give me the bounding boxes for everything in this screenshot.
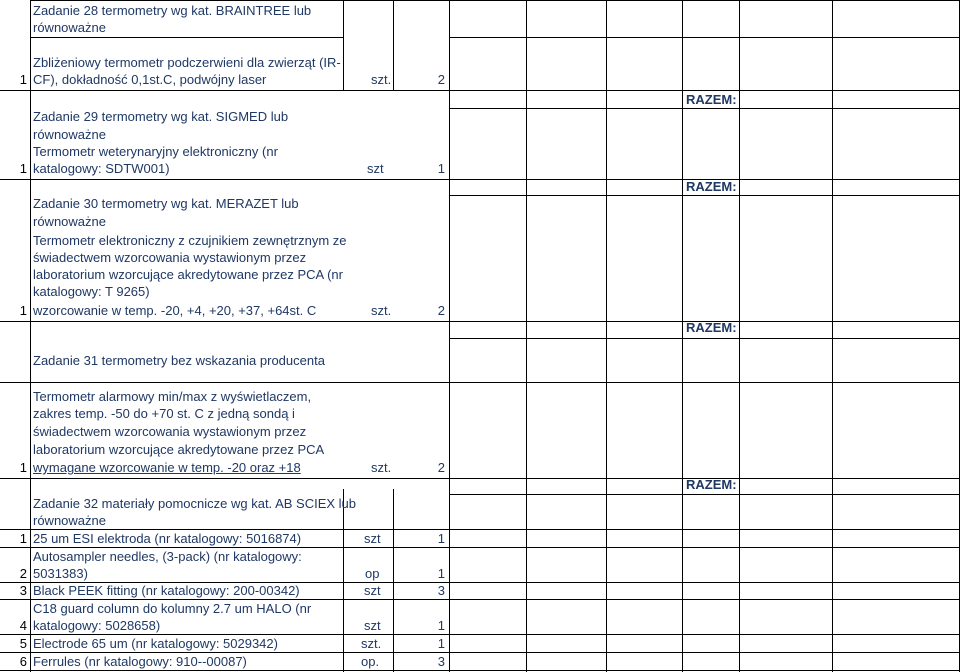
section-header: Zadanie 28 termometry wg kat. BRAINTREE lub [33,3,312,18]
grid-line [343,0,344,90]
item-description: 25 um ESI elektroda (nr katalogowy: 5016874) [33,531,302,546]
item-description: katalogowy: T 9265) [33,284,150,299]
item-description: wzorcowanie w temp. -20, +4, +20, +37, +64st. C [33,303,317,318]
section-header: Zadanie 32 materiały pomocnicze wg kat. AB SCIEX lub [33,496,356,511]
item-description: Ferrules (nr katalogowy: 910--00087) [33,654,247,669]
item-description: katalogowy: 5028658) [33,618,161,633]
item-quantity: 1 [437,161,445,176]
item-description: wymagane wzorcowanie w temp. -20 oraz +18 [33,460,301,475]
item-unit: szt [367,161,384,176]
item-quantity: 3 [437,654,445,669]
item-description: Termometr alarmowy min/max z wyświetlaczem, [33,389,312,404]
total-label: RAZEM: [686,179,737,194]
grid-line [0,90,959,91]
grid-line [30,0,31,672]
item-description: Termometr weterynaryjny elektroniczny (nr [33,144,278,159]
item-quantity: 2 [437,72,445,87]
section-header: równoważne [33,20,106,35]
grid-line [606,0,607,672]
grid-line [449,0,450,672]
item-description: zakres temp. -50 do +70 st. C z jedną sondą i [33,406,295,421]
item-number: 4 [19,618,27,633]
grid-line [0,321,959,322]
grid-line [682,0,683,672]
grid-line [30,37,343,38]
item-number: 3 [19,583,27,598]
grid-line [0,382,959,383]
item-description: Zbliżeniowy termometr podczerwieni dla zwierząt (IR- [33,55,341,70]
item-description: Electrode 65 um (nr katalogowy: 5029342) [33,636,278,651]
item-description: świadectwem wzorcowania wystawionym przez [33,424,307,439]
item-description: Termometr elektroniczny z czujnikiem zewnętrznym ze [33,233,347,248]
item-number: 6 [19,654,27,669]
item-number: 1 [19,460,27,475]
grid-line [0,179,959,180]
section-header: równoważne [33,214,106,229]
total-label: RAZEM: [686,477,737,492]
grid-line [526,0,527,672]
item-description: katalogowy: SDTW001) [33,161,170,176]
item-unit: szt. [371,303,392,318]
item-unit: op [365,566,380,581]
item-quantity: 1 [437,618,445,633]
item-description: laboratorium wzorcujące akredytowane przez PCA (nr [33,267,343,282]
item-unit: szt [364,531,381,546]
item-number: 1 [19,303,27,318]
item-description: C18 guard column do kolumny 2.7 um HALO (nr [33,601,312,616]
item-unit: op. [361,654,380,669]
item-number: 2 [19,566,27,581]
grid-line [739,0,740,672]
item-unit: szt [364,618,381,633]
item-unit: szt. [361,636,382,651]
grid-line [343,489,344,672]
item-description: CF), dokładność 0,1st.C, podwójny laser [33,72,267,87]
item-description: 5031383) [33,566,88,581]
section-header: Zadanie 29 termometry wg kat. SIGMED lub [33,109,289,124]
item-number: 1 [19,531,27,546]
item-description: świadectwem wzorcowania wystawionym przez [33,250,307,265]
item-description: Autosampler needles, (3-pack) (nr katalogowy: [33,549,302,564]
item-number: 1 [19,161,27,176]
grid-line [0,670,959,671]
section-header: równoważne [33,513,106,528]
item-quantity: 2 [437,303,445,318]
section-header: równoważne [33,127,106,142]
item-quantity: 2 [437,460,445,475]
item-quantity: 3 [437,583,445,598]
total-label: RAZEM: [686,320,737,335]
item-unit: szt. [371,72,392,87]
item-description: laboratorium wzorcujące akredytowane przez PCA [33,442,325,457]
item-unit: szt. [371,460,392,475]
item-unit: szt [364,583,381,598]
total-label: RAZEM: [686,92,737,107]
grid-line [0,478,959,479]
section-header: Zadanie 30 termometry wg kat. MERAZET lub [33,196,299,211]
section-header: Zadanie 31 termometry bez wskazania producenta [33,353,325,368]
item-number: 5 [19,636,27,651]
item-quantity: 1 [437,531,445,546]
item-quantity: 1 [437,636,445,651]
grid-line [832,0,833,672]
item-description: Black PEEK fitting (nr katalogowy: 200-00342) [33,583,300,598]
item-number: 1 [19,72,27,87]
item-quantity: 1 [437,566,445,581]
